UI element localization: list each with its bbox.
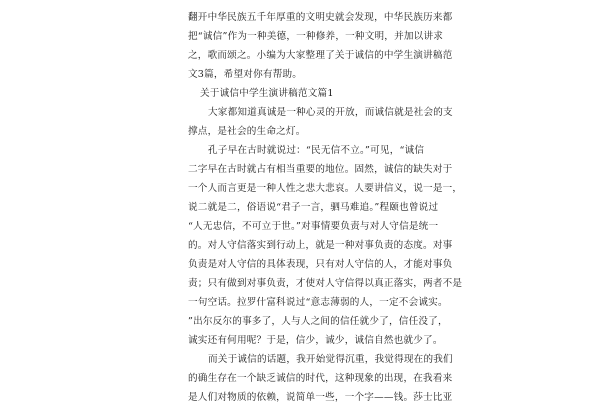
text-line: 责；只有做到对事负责，才使对人守信得以真正落实，两者不是 — [188, 278, 463, 289]
text-line: ”出尔反尔的事多了，人与人之间的信任就少了，信任没了， — [188, 316, 448, 327]
text-line: 翻开中华民族五千年厚重的文明史就会发现，中华民族历来都 — [188, 12, 453, 23]
text-line: 二字早在古时就占有相当重要的地位。固然，诚信的缺失对于 — [188, 164, 453, 175]
document-page — [188, 8, 463, 407]
text-line: 孔子早在古时就说过：“民无信不立。”可见，“诚信 — [208, 145, 425, 156]
text-line: 一个人而言更是一种人性之悲大悲哀。人要讲信义，说一是一， — [188, 183, 463, 194]
text-line: 大家都知道真诚是一种心灵的开放，而诚信就是社会的支 — [208, 107, 453, 118]
text-line: 一句空话。拉罗什富科说过“意志薄弱的人，一定不会诚实。 — [188, 297, 448, 308]
text-line: 的确生存在一个缺乏诚信的时代，这种现象的出现，在我看来 — [188, 373, 453, 384]
section-title: 关于诚信中学生演讲稿范文篇1 — [200, 88, 334, 99]
text-line: 说二就是二，俗语说“君子一言，驷马难追。”程颐也曾说过 — [188, 202, 439, 213]
text-line: 撑点，是社会的生命之灯。 — [188, 126, 306, 137]
text-line: 的。对人守信落实到行动上，就是一种对事负责的态度。对事 — [188, 240, 453, 251]
text-line: 是人们对物质的依赖，说简单一些，一个字——钱。莎士比亚 — [188, 392, 453, 403]
text-line: “人无忠信，不可立于世。”对事情要负责与对人守信是统一 — [188, 221, 439, 232]
text-line: 负责是对人守信的具体表现，只有对人守信的人，才能对事负 — [188, 259, 453, 270]
text-line: 文3篇，希望对你有帮助。 — [188, 69, 303, 80]
text-line: 诚实还有何用呢？于是，信少，诚少，诚信自然也就少了。 — [188, 335, 443, 346]
text-line: 而关于诚信的话题，我开始觉得沉重，我觉得现在的我们 — [208, 354, 453, 365]
text-line: 之，歌而颂之。小编为大家整理了关于诚信的中学生演讲稿范 — [188, 50, 453, 61]
text-line: 把“诚信”作为一种美德，一种修养，一种文明，并加以讲求 — [188, 31, 444, 42]
